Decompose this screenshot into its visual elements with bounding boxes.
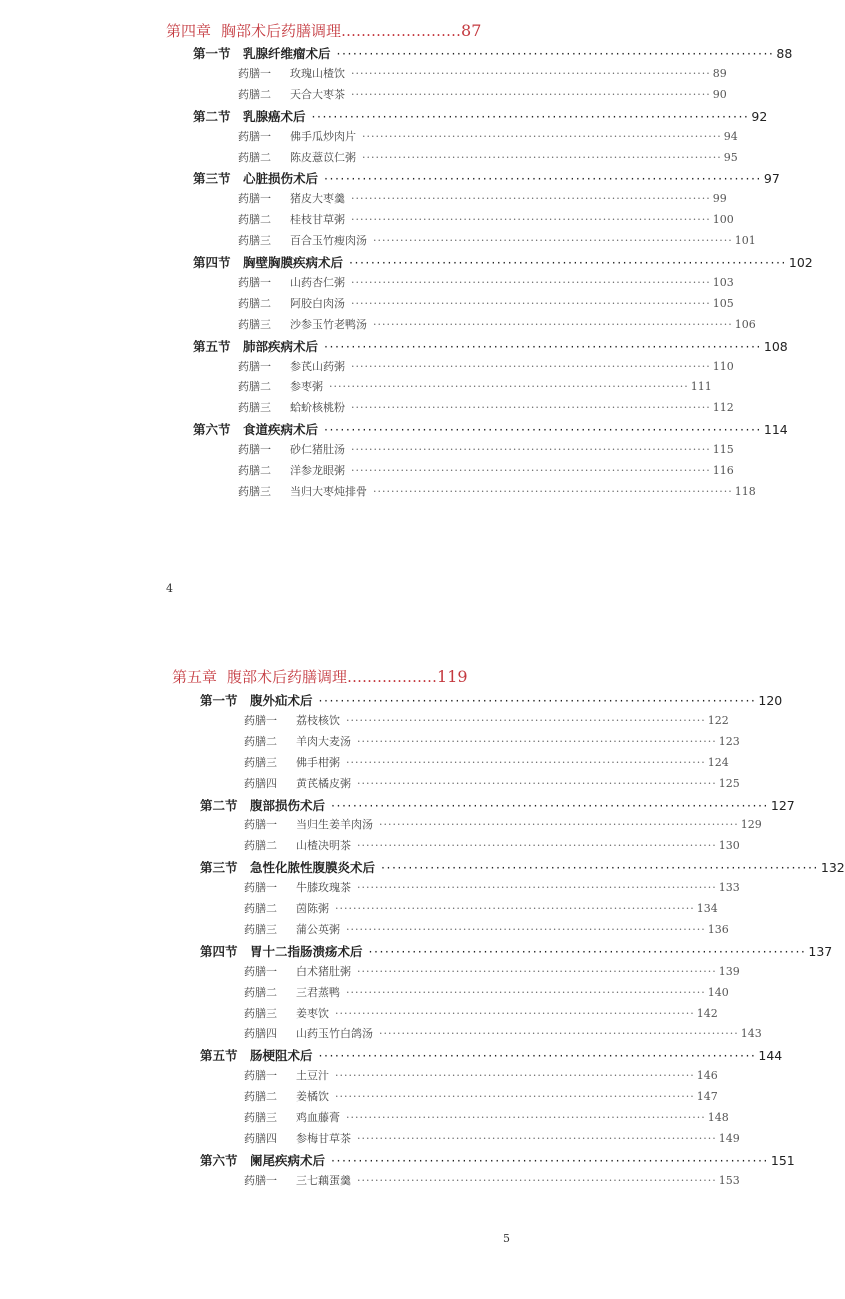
toc-recipe-entry[interactable] (244, 963, 740, 983)
section-label: 第六节 (200, 1152, 238, 1168)
chapter-title: 腹部术后药膳调理 (227, 668, 348, 686)
section-title: 乳腺癌术后 (243, 108, 306, 124)
recipe-page-number: 112 (712, 401, 734, 415)
recipe-page-number: 110 (712, 359, 734, 373)
toc-recipe-entry[interactable] (244, 775, 740, 795)
toc-page-5 (0, 650, 845, 1299)
recipe-title: 羊肉大麦汤 (296, 734, 351, 748)
recipe-label: 药膳二 (244, 839, 277, 853)
recipe-label: 药膳二 (238, 464, 271, 477)
recipe-label: 药膳一 (238, 66, 271, 80)
recipe-page-number: 133 (718, 881, 740, 895)
leader-dots: ……………… (347, 668, 438, 686)
recipe-title: 阿胶白肉汤 (290, 296, 345, 310)
toc-recipe-entry[interactable] (244, 984, 729, 1004)
recipe-label: 药膳一 (238, 443, 271, 457)
section-page-number: 92 (751, 108, 768, 124)
section-page-number: 132 (820, 860, 845, 876)
recipe-label: 药膳三 (244, 755, 277, 769)
recipe-label: 药膳三 (238, 401, 271, 415)
toc-recipe-entry[interactable] (244, 816, 762, 836)
toc-page-4 (0, 0, 813, 640)
recipe-page-number: 136 (707, 922, 729, 936)
recipe-label: 药膳二 (238, 213, 271, 227)
toc-recipe-entry[interactable] (238, 483, 756, 503)
leader-dots: ················································································ (351, 213, 711, 227)
toc-recipe-entry[interactable] (238, 358, 734, 378)
leader-dots: …………………… (341, 22, 462, 40)
toc-recipe-entry[interactable] (238, 232, 756, 252)
section-label: 第四节 (200, 943, 238, 959)
toc-recipe-entry[interactable] (244, 1172, 740, 1192)
recipe-title: 桂枝甘草粥 (290, 213, 345, 227)
recipe-label: 药膳四 (244, 1027, 277, 1041)
chapter-number: 第五章 (172, 668, 218, 686)
chapter-number: 第四章 (166, 22, 212, 40)
leader-dots: ················································································ (351, 66, 711, 80)
recipe-label: 药膳三 (244, 1006, 277, 1020)
chapter-page-number: 119 (437, 667, 468, 686)
toc-recipe-entry[interactable] (238, 274, 734, 294)
leader-dots: ················································································ (324, 422, 762, 438)
recipe-page-number: 89 (712, 66, 727, 80)
leader-dots: ················································································ (346, 985, 706, 999)
toc-section-entry[interactable] (193, 169, 780, 189)
leader-dots: ················································································ (357, 881, 717, 895)
recipe-title: 沙参玉竹老鸭汤 (290, 317, 367, 331)
recipe-label: 药膳二 (244, 985, 277, 999)
section-label: 第二节 (193, 108, 231, 124)
leader-dots: ················································································ (351, 275, 711, 289)
section-page-number: 102 (788, 255, 813, 270)
toc-section-entry[interactable] (193, 420, 788, 440)
leader-dots: ················································································ (351, 464, 711, 477)
recipe-title: 三七藕蛋羹 (296, 1173, 351, 1187)
recipe-page-number: 103 (712, 275, 734, 289)
section-label: 第三节 (193, 171, 231, 187)
leader-dots: ················································································ (373, 234, 733, 248)
recipe-label: 药膳一 (238, 192, 271, 206)
leader-dots: ················································································ (335, 902, 695, 915)
recipe-label: 药膳四 (244, 776, 277, 790)
toc-recipe-entry[interactable] (244, 733, 740, 753)
leader-dots: ················································································ (346, 713, 706, 727)
section-title: 肠梗阻术后 (250, 1048, 313, 1064)
toc-recipe-entry[interactable] (238, 190, 727, 210)
recipe-label: 药膳二 (244, 902, 277, 915)
recipe-title: 山药玉竹白鸽汤 (296, 1027, 373, 1041)
section-page-number: 108 (763, 338, 788, 354)
toc-recipe-entry[interactable] (244, 1005, 718, 1025)
recipe-page-number: 115 (712, 443, 734, 457)
leader-dots: ················································································ (331, 797, 769, 813)
toc-recipe-entry[interactable] (238, 316, 756, 336)
leader-dots: ················································································ (346, 1111, 706, 1124)
recipe-title: 当归大枣炖排骨 (290, 484, 367, 498)
page-number: 5 (503, 1232, 510, 1245)
section-label: 第五节 (200, 1048, 238, 1064)
section-title: 急性化脓性腹膜炎术后 (250, 860, 376, 876)
recipe-title: 三君蒸鸭 (296, 985, 340, 999)
page-number: 4 (166, 582, 173, 595)
section-title: 肺部疾病术后 (243, 338, 319, 354)
section-label: 第一节 (193, 46, 231, 61)
leader-dots: ················································································ (357, 1131, 717, 1145)
recipe-title: 天合大枣茶 (290, 87, 345, 101)
section-title: 乳腺纤维瘤术后 (243, 46, 331, 61)
leader-dots: ················································································ (362, 129, 722, 143)
recipe-label: 药膳一 (244, 964, 277, 978)
recipe-page-number: 140 (707, 985, 729, 999)
toc-recipe-entry[interactable] (238, 211, 734, 231)
leader-dots: ················································································ (346, 922, 706, 936)
toc-recipe-entry[interactable] (238, 128, 738, 148)
recipe-label: 药膳四 (244, 1131, 277, 1145)
leader-dots: ················································································ (336, 46, 775, 61)
recipe-page-number: 100 (712, 213, 734, 227)
leader-dots: ················································································ (357, 1173, 717, 1187)
leader-dots: ················································································ (373, 317, 733, 331)
recipe-label: 药膳二 (238, 87, 271, 101)
leader-dots: ················································································ (357, 776, 717, 790)
recipe-label: 药膳三 (238, 484, 271, 498)
leader-dots: ················································································ (381, 860, 819, 876)
recipe-title: 百合玉竹瘦肉汤 (290, 234, 367, 248)
recipe-title: 牛膝玫瑰茶 (296, 881, 351, 895)
leader-dots: ················································································ (311, 108, 750, 124)
recipe-page-number: 149 (718, 1131, 740, 1145)
leader-dots: ················································································ (351, 87, 711, 101)
toc-recipe-entry[interactable] (244, 712, 729, 732)
recipe-page-number: 130 (718, 839, 740, 853)
toc-recipe-entry[interactable] (244, 1109, 729, 1129)
section-title: 胃十二指肠溃疡术后 (250, 943, 363, 959)
toc-section-entry[interactable] (193, 337, 788, 357)
recipe-page-number: 147 (696, 1090, 718, 1104)
toc-recipe-entry[interactable] (238, 378, 712, 398)
leader-dots: ················································································ (373, 484, 733, 498)
chapter-title: 胸部术后药膳调理 (221, 22, 342, 40)
recipe-page-number: 153 (718, 1173, 740, 1187)
leader-dots: ················································································ (331, 1152, 769, 1168)
leader-dots: ················································································ (357, 734, 717, 748)
recipe-page-number: 139 (718, 964, 740, 978)
toc-recipe-entry[interactable] (238, 86, 727, 106)
recipe-label: 药膳一 (238, 129, 271, 143)
recipe-page-number: 106 (734, 317, 756, 331)
section-title: 腹外疝术后 (250, 693, 313, 708)
section-label: 第四节 (193, 255, 231, 270)
recipe-page-number: 125 (718, 776, 740, 790)
recipe-title: 荔枝核饮 (296, 713, 340, 727)
section-label: 第一节 (200, 693, 238, 708)
leader-dots: ················································································ (335, 1090, 695, 1104)
toc-section-entry[interactable] (200, 942, 833, 962)
recipe-title: 山楂决明茶 (296, 839, 351, 853)
recipe-label: 药膳三 (244, 922, 277, 936)
recipe-label: 药膳一 (244, 1173, 277, 1187)
section-title: 腹部损伤术后 (250, 797, 326, 813)
recipe-title: 佛手瓜炒肉片 (290, 129, 356, 143)
leader-dots: ················································································ (379, 1027, 739, 1041)
leader-dots: ················································································ (351, 192, 711, 206)
recipe-title: 洋参龙眼粥 (290, 464, 345, 477)
leader-dots: ················································································ (379, 818, 739, 832)
toc-section-entry[interactable] (193, 253, 813, 273)
section-page-number: 97 (763, 171, 780, 187)
recipe-title: 茵陈粥 (296, 902, 329, 915)
leader-dots: ················································································ (351, 359, 711, 373)
recipe-label: 药膳一 (244, 818, 277, 832)
recipe-page-number: 94 (723, 129, 738, 143)
section-title: 心脏损伤术后 (243, 171, 319, 187)
recipe-title: 蒲公英粥 (296, 922, 340, 936)
section-page-number: 151 (770, 1152, 795, 1168)
recipe-label: 药膳一 (244, 881, 277, 895)
toc-recipe-entry[interactable] (244, 1088, 718, 1108)
recipe-label: 药膳一 (244, 713, 277, 727)
toc-recipe-entry[interactable] (244, 1130, 740, 1150)
recipe-label: 药膳三 (238, 234, 271, 248)
recipe-page-number: 146 (696, 1069, 718, 1083)
leader-dots: ················································································ (351, 296, 711, 310)
toc-section-entry[interactable] (200, 1151, 795, 1171)
toc-recipe-entry[interactable] (238, 295, 734, 315)
recipe-page-number: 105 (712, 296, 734, 310)
leader-dots: ················································································ (324, 338, 762, 354)
leader-dots: ················································································ (349, 255, 787, 270)
section-page-number: 137 (808, 943, 833, 959)
toc-section-entry[interactable] (200, 858, 845, 878)
recipe-title: 山药杏仁粥 (290, 275, 345, 289)
leader-dots: ················································································ (368, 943, 807, 959)
recipe-page-number: 101 (734, 234, 756, 248)
leader-dots: ················································································ (362, 150, 722, 164)
section-title: 阑尾疾病术后 (250, 1152, 326, 1168)
recipe-page-number: 148 (707, 1111, 729, 1124)
leader-dots: ················································································ (351, 443, 711, 457)
section-page-number: 114 (763, 422, 788, 438)
toc-recipe-entry[interactable] (244, 1025, 762, 1045)
toc-section-entry[interactable] (200, 691, 783, 711)
leader-dots: ················································································ (329, 380, 689, 394)
section-page-number: 144 (758, 1048, 783, 1064)
recipe-label: 药膳一 (244, 1069, 277, 1083)
section-label: 第六节 (193, 422, 231, 438)
chapter-heading[interactable] (166, 20, 481, 41)
recipe-label: 药膳二 (238, 150, 271, 164)
toc-section-entry[interactable] (200, 796, 795, 816)
recipe-page-number: 143 (740, 1027, 762, 1041)
recipe-page-number: 122 (707, 713, 729, 727)
recipe-page-number: 118 (734, 484, 756, 498)
leader-dots: ················································································ (357, 964, 717, 978)
recipe-title: 姜橘饮 (296, 1090, 329, 1104)
leader-dots: ················································································ (335, 1006, 695, 1020)
chapter-heading[interactable] (172, 666, 468, 687)
recipe-title: 黄芪橘皮粥 (296, 776, 351, 790)
recipe-label: 药膳一 (238, 275, 271, 289)
toc-recipe-entry[interactable] (238, 462, 734, 482)
recipe-label: 药膳三 (244, 1111, 277, 1124)
leader-dots: ················································································ (318, 693, 757, 708)
recipe-page-number: 116 (712, 464, 734, 477)
recipe-title: 参梅甘草茶 (296, 1131, 351, 1145)
section-label: 第五节 (193, 338, 231, 354)
recipe-title: 当归生姜羊肉汤 (296, 818, 373, 832)
leader-dots: ················································································ (335, 1069, 695, 1083)
recipe-page-number: 142 (696, 1006, 718, 1020)
section-page-number: 120 (758, 693, 783, 708)
toc-recipe-entry[interactable] (244, 921, 729, 941)
recipe-title: 猪皮大枣羹 (290, 192, 345, 206)
recipe-title: 参枣粥 (290, 380, 323, 394)
recipe-title: 砂仁猪肚汤 (290, 443, 345, 457)
toc-recipe-entry[interactable] (244, 754, 729, 774)
toc-recipe-entry[interactable] (244, 879, 740, 899)
toc-recipe-entry[interactable] (244, 1067, 718, 1087)
recipe-label: 药膳二 (244, 1090, 277, 1104)
recipe-label: 药膳三 (238, 317, 271, 331)
toc-section-entry[interactable] (193, 44, 793, 64)
toc-recipe-entry[interactable] (244, 900, 718, 920)
recipe-title: 参芪山药粥 (290, 359, 345, 373)
recipe-page-number: 134 (696, 902, 718, 915)
recipe-title: 蛤蚧核桃粉 (290, 401, 345, 415)
recipe-page-number: 99 (712, 192, 727, 206)
recipe-title: 姜枣饮 (296, 1006, 329, 1020)
section-title: 食道疾病术后 (243, 422, 319, 438)
recipe-page-number: 129 (740, 818, 762, 832)
leader-dots: ················································································ (357, 839, 717, 853)
section-page-number: 127 (770, 797, 795, 813)
recipe-label: 药膳一 (238, 359, 271, 373)
toc-section-entry[interactable] (193, 107, 768, 127)
recipe-title: 陈皮薏苡仁粥 (290, 150, 356, 164)
leader-dots: ················································································ (351, 401, 711, 415)
toc-recipe-entry[interactable] (238, 65, 727, 85)
recipe-page-number: 90 (712, 87, 727, 101)
section-title: 胸壁胸膜疾病术后 (243, 255, 344, 270)
chapter-page-number: 87 (461, 21, 482, 40)
toc-section-entry[interactable] (200, 1046, 783, 1066)
toc-recipe-entry[interactable] (238, 399, 734, 419)
recipe-label: 药膳二 (238, 296, 271, 310)
recipe-title: 土豆汁 (296, 1069, 329, 1083)
toc-recipe-entry[interactable] (238, 441, 734, 461)
recipe-page-number: 95 (723, 150, 738, 164)
section-label: 第三节 (200, 860, 238, 876)
section-page-number: 88 (776, 46, 793, 61)
recipe-page-number: 124 (707, 755, 729, 769)
leader-dots: ················································································ (346, 755, 706, 769)
recipe-title: 玫瑰山楂饮 (290, 66, 345, 80)
recipe-page-number: 111 (690, 380, 712, 394)
leader-dots: ················································································ (318, 1048, 757, 1064)
recipe-label: 药膳二 (244, 734, 277, 748)
toc-recipe-entry[interactable] (244, 837, 740, 857)
leader-dots: ················································································ (324, 171, 762, 187)
recipe-label: 药膳二 (238, 380, 271, 394)
recipe-title: 鸡血藤膏 (296, 1111, 340, 1124)
recipe-title: 白术猪肚粥 (296, 964, 351, 978)
recipe-page-number: 123 (718, 734, 740, 748)
toc-recipe-entry[interactable] (238, 149, 738, 169)
recipe-title: 佛手柑粥 (296, 755, 340, 769)
section-label: 第二节 (200, 797, 238, 813)
